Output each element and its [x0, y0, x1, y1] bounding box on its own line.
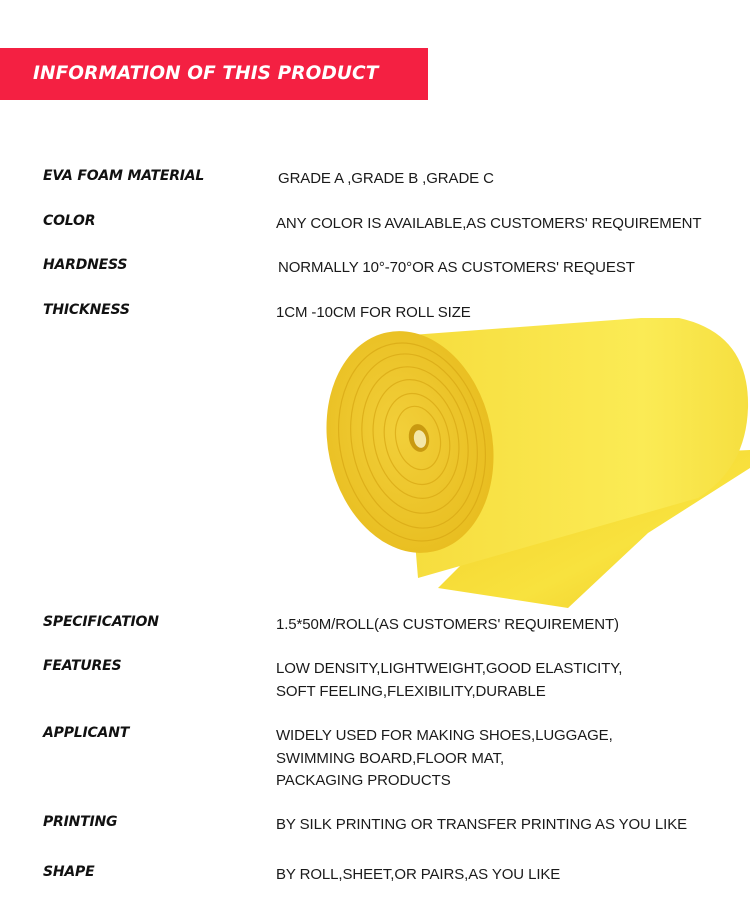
- spec-value: [278, 257, 635, 280]
- spec-label: SPECIFICATION: [43, 614, 159, 630]
- spec-value: [276, 725, 613, 793]
- spec-value-line: GRADE A ,GRADE B ,GRADE C: [278, 170, 494, 187]
- section-banner: [0, 48, 428, 100]
- spec-value: [278, 168, 494, 191]
- foam-roll-image: [318, 318, 750, 608]
- spec-value: [276, 302, 471, 325]
- spec-label: COLOR: [43, 213, 96, 229]
- spec-label: EVA FOAM MATERIAL: [43, 168, 205, 184]
- spec-value: [276, 614, 619, 637]
- spec-value-line: LOW DENSITY,LIGHTWEIGHT,GOOD ELASTICITY,: [276, 660, 623, 677]
- spec-value-line: SWIMMING BOARD,FLOOR MAT,: [276, 749, 505, 767]
- spec-value-line: 1CM -10CM FOR ROLL SIZE: [276, 304, 471, 321]
- spec-value: [276, 864, 560, 887]
- spec-value-line: BY SILK PRINTING OR TRANSFER PRINTING AS YOU LIKE: [276, 816, 688, 833]
- spec-value: [276, 814, 687, 837]
- spec-label: SHAPE: [43, 864, 95, 880]
- spec-label: THICKNESS: [43, 302, 130, 318]
- spec-value: [276, 213, 701, 236]
- banner-title: INFORMATION OF THIS PRODUCT: [33, 63, 379, 84]
- spec-label: PRINTING: [43, 814, 118, 830]
- spec-label: APPLICANT: [43, 725, 130, 741]
- spec-value-line: PACKAGING PRODUCTS: [276, 772, 451, 789]
- spec-value-line: 1.5*50M/ROLL(AS CUSTOMERS' REQUIREMENT): [276, 616, 619, 633]
- spec-label: FEATURES: [43, 658, 122, 674]
- spec-value-line: WIDELY USED FOR MAKING SHOES,LUGGAGE,: [276, 727, 613, 744]
- spec-value: [276, 658, 622, 703]
- spec-value-line: SOFT FEELING,FLEXIBILITY,DURABLE: [276, 682, 546, 700]
- spec-value-line: BY ROLL,SHEET,OR PAIRS,AS YOU LIKE: [276, 866, 561, 883]
- spec-label: HARDNESS: [43, 257, 128, 273]
- spec-value-line: ANY COLOR IS AVAILABLE,AS CUSTOMERS' REQUIREMENT: [276, 215, 702, 232]
- spec-value-line: NORMALLY 10°-70°OR AS CUSTOMERS' REQUEST: [278, 259, 635, 276]
